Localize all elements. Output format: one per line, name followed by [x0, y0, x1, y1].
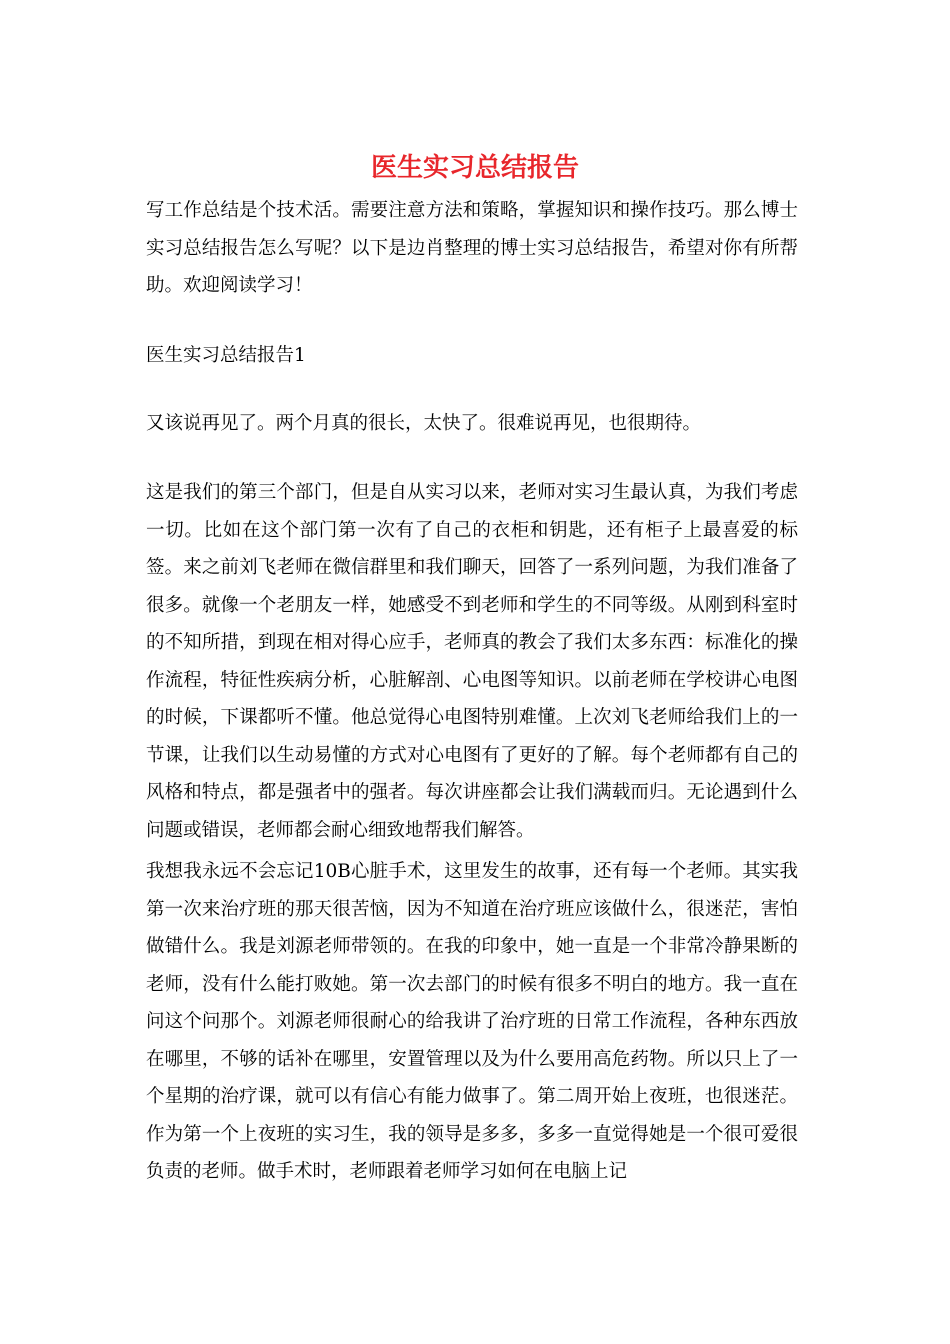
body-paragraph: 这是我们的第三个部门，但是自从实习以来，老师对实习生最认真，为我们考虑一切。比如在这个部门第一次有了自己的衣柜和钥匙，还有柜子上最喜爱的标签。来之前刘飞老师在微信群里和我们聊天，回答了一系列问题，为我们准备了很多。就像一个老朋友一样，她感受不到老师和学生的不同等级。从刚到科室时的不知所措，到现在相对得心应手，老师真的教会了我们太多东西：标准化的操作流程，特征性疾病分析，心脏解剖、心电图等知识。以前老师在学校讲心电图的时候，下课都听不懂。他总觉得心电图特别难懂。上次刘飞老师给我们上的一节课，让我们以生动易懂的方式对心电图有了更好的了解。每个老师都有自己的风格和特点，都是强者中的强者。每次讲座都会让我们满载而归。无论遇到什么问题或错误，老师都会耐心细致地帮我们解答。 [146, 482, 798, 841]
document-title: 医生实习总结报告 [370, 153, 579, 183]
body-paragraph: 又该说再见了。两个月真的很长，太快了。很难说再见，也很期待。 [146, 413, 702, 434]
section-heading: 医生实习总结报告1 [146, 345, 306, 366]
intro-paragraph: 写工作总结是个技术活。需要注意方法和策略，掌握知识和操作技巧。那么博士实习总结报告怎么写呢？以下是边肖整理的博士实习总结报告，希望对你有所帮助。欢迎阅读学习！ [146, 200, 798, 296]
body-paragraph: 我想我永远不会忘记10B心脏手术，这里发生的故事，还有每一个老师。其实我第一次来治疗班的那天很苦恼，因为不知道在治疗班应该做什么，很迷茫，害怕做错什么。我是刘源老师带领的。在我的印象中，她一直是一个非常冷静果断的老师，没有什么能打败她。第一次去部门的时候有很多不明白的地方。我一直在问这个问那个。刘源老师很耐心的给我讲了治疗班的日常工作流程，各种东西放在哪里，不够的话补在哪里，安置管理以及为什么要用高危药物。所以只上了一个星期的治疗课，就可以有信心有能力做事了。第二周开始上夜班，也很迷茫。作为第一个上夜班的实习生，我的领导是多多，多多一直觉得她是一个很可爱很负责的老师。做手术时，老师跟着老师学习如何在电脑上记 [146, 861, 798, 1182]
